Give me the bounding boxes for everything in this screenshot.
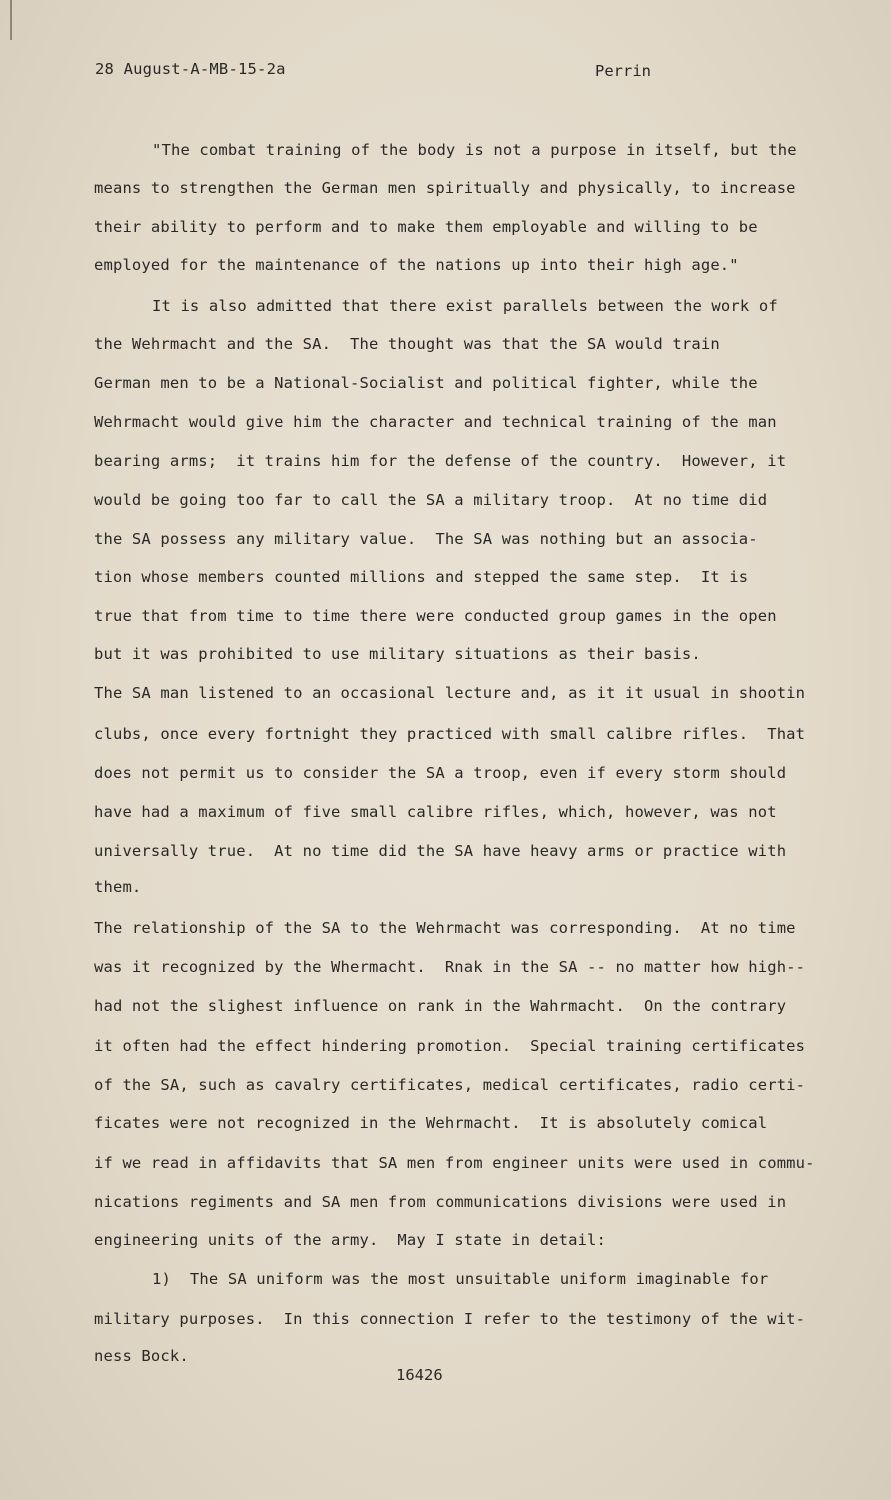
text-line: 1) The SA uniform was the most unsuitable uniform imaginable for bbox=[152, 1270, 769, 1288]
document-reference: 28 August-A-MB-15-2a bbox=[95, 60, 286, 78]
text-line: of the SA, such as cavalry certificates, medical certificates, radio certi- bbox=[94, 1076, 806, 1094]
text-line: engineering units of the army. May I state in detail: bbox=[94, 1231, 607, 1249]
text-line: does not permit us to consider the SA a troop, even if every storm should bbox=[94, 764, 787, 782]
text-line: It is also admitted that there exist parallels between the work of bbox=[152, 297, 778, 315]
text-line: employed for the maintenance of the nations up into their high age." bbox=[94, 256, 739, 274]
text-line: clubs, once every fortnight they practiced with small calibre rifles. That bbox=[94, 725, 806, 743]
text-line: The relationship of the SA to the Wehrmacht was corresponding. At no time bbox=[94, 919, 796, 937]
text-line: true that from time to time there were conducted group games in the open bbox=[94, 607, 777, 625]
text-line: if we read in affidavits that SA men from engineer units were used in commu- bbox=[94, 1154, 815, 1172]
text-line: would be going too far to call the SA a military troop. At no time did bbox=[94, 491, 768, 509]
text-line: was it recognized by the Whermacht. Rnak in the SA -- no matter how high-- bbox=[94, 958, 806, 976]
text-line: ness Bock. bbox=[94, 1347, 189, 1365]
text-line: had not the slighest influence on rank in the Wahrmacht. On the contrary bbox=[94, 997, 787, 1015]
text-line: the Wehrmacht and the SA. The thought was that the SA would train bbox=[94, 335, 720, 353]
text-line: ficates were not recognized in the Wehrmacht. It is absolutely comical bbox=[94, 1114, 768, 1132]
text-line: but it was prohibited to use military situations as their basis. bbox=[94, 645, 701, 663]
text-line: The SA man listened to an occasional lecture and, as it it usual in shootin bbox=[94, 684, 806, 702]
text-line: their ability to perform and to make them employable and willing to be bbox=[94, 218, 758, 236]
text-line: it often had the effect hindering promotion. Special training certificates bbox=[94, 1037, 806, 1055]
speaker-name: Perrin bbox=[595, 62, 651, 80]
text-line: "The combat training of the body is not a purpose in itself, but the bbox=[152, 141, 797, 159]
text-line: them. bbox=[94, 878, 142, 896]
margin-mark bbox=[10, 0, 12, 40]
text-line: means to strengthen the German men spiritually and physically, to increase bbox=[94, 179, 796, 197]
text-line: have had a maximum of five small calibre rifles, which, however, was not bbox=[94, 803, 777, 821]
text-line: nications regiments and SA men from communications divisions were used in bbox=[94, 1193, 787, 1211]
text-line: military purposes. In this connection I refer to the testimony of the wit- bbox=[94, 1310, 806, 1328]
text-line: bearing arms; it trains him for the defense of the country. However, it bbox=[94, 452, 787, 470]
text-line: German men to be a National-Socialist and political fighter, while the bbox=[94, 374, 758, 392]
page-number: 16426 bbox=[396, 1366, 443, 1384]
text-line: universally true. At no time did the SA have heavy arms or practice with bbox=[94, 842, 787, 860]
text-line: the SA possess any military value. The SA was nothing but an associa- bbox=[94, 530, 758, 548]
text-line: Wehrmacht would give him the character and technical training of the man bbox=[94, 413, 777, 431]
text-line: tion whose members counted millions and stepped the same step. It is bbox=[94, 568, 749, 586]
